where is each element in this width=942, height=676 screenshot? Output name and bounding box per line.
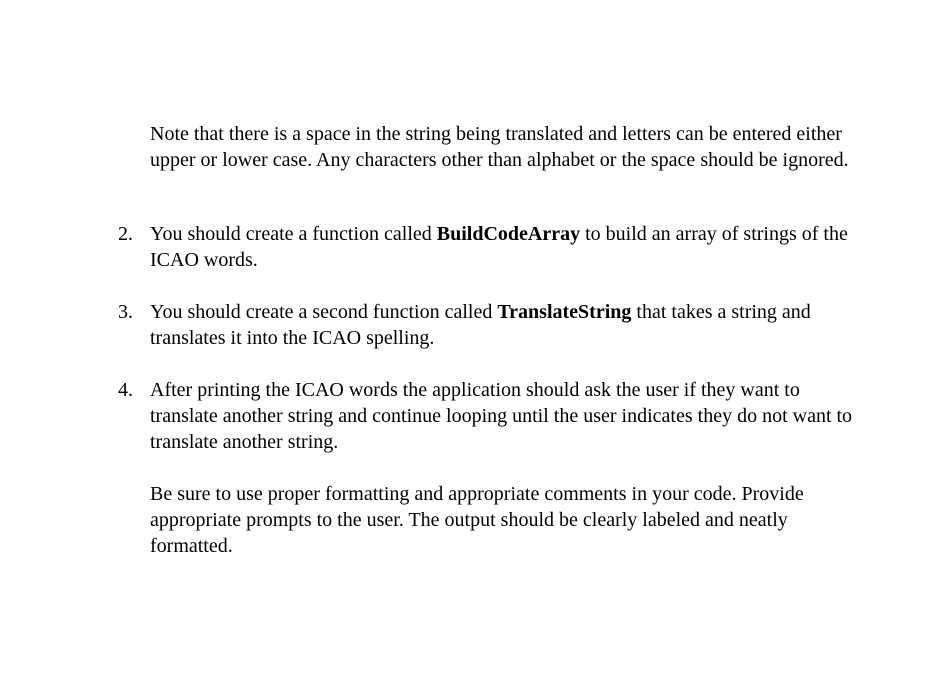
function-name-buildcodearray: BuildCodeArray [436,223,581,245]
list-item-number: 2. [118,223,133,245]
function-name-translatestring: TranslateString [497,301,632,323]
closing-paragraph: Be sure to use proper formatting and appropriate comments in your code. Provide appropriate prompts to the user. The output should be clearly labeled and neatly formatted. [150,483,804,557]
list-item-text [150,299,865,351]
list-item-text-before: You should create a second function called [150,301,498,323]
list-item-2 [118,221,865,273]
list-item-text-after: that takes a string and translates it into the ICAO spelling. [150,301,811,349]
list-item-text: After printing the ICAO words the application should ask the user if they want to translate another string and continue looping until the user indicates they do not want to translate another string. [150,379,853,453]
list-item-4 [118,377,865,455]
list-item-text [150,221,865,273]
intro-paragraph: Note that there is a space in the string being translated and letters can be entered either upper or lower case. Any characters other than alphabet or the space should be ignored. [150,123,849,171]
list-item-number: 3. [118,301,133,323]
list-item-3 [118,299,865,351]
list-item-number: 4. [118,379,133,401]
list-item-text-before: You should create a function called [150,223,437,245]
list-item-text-after: to build an array of strings of the ICAO words. [150,223,848,271]
